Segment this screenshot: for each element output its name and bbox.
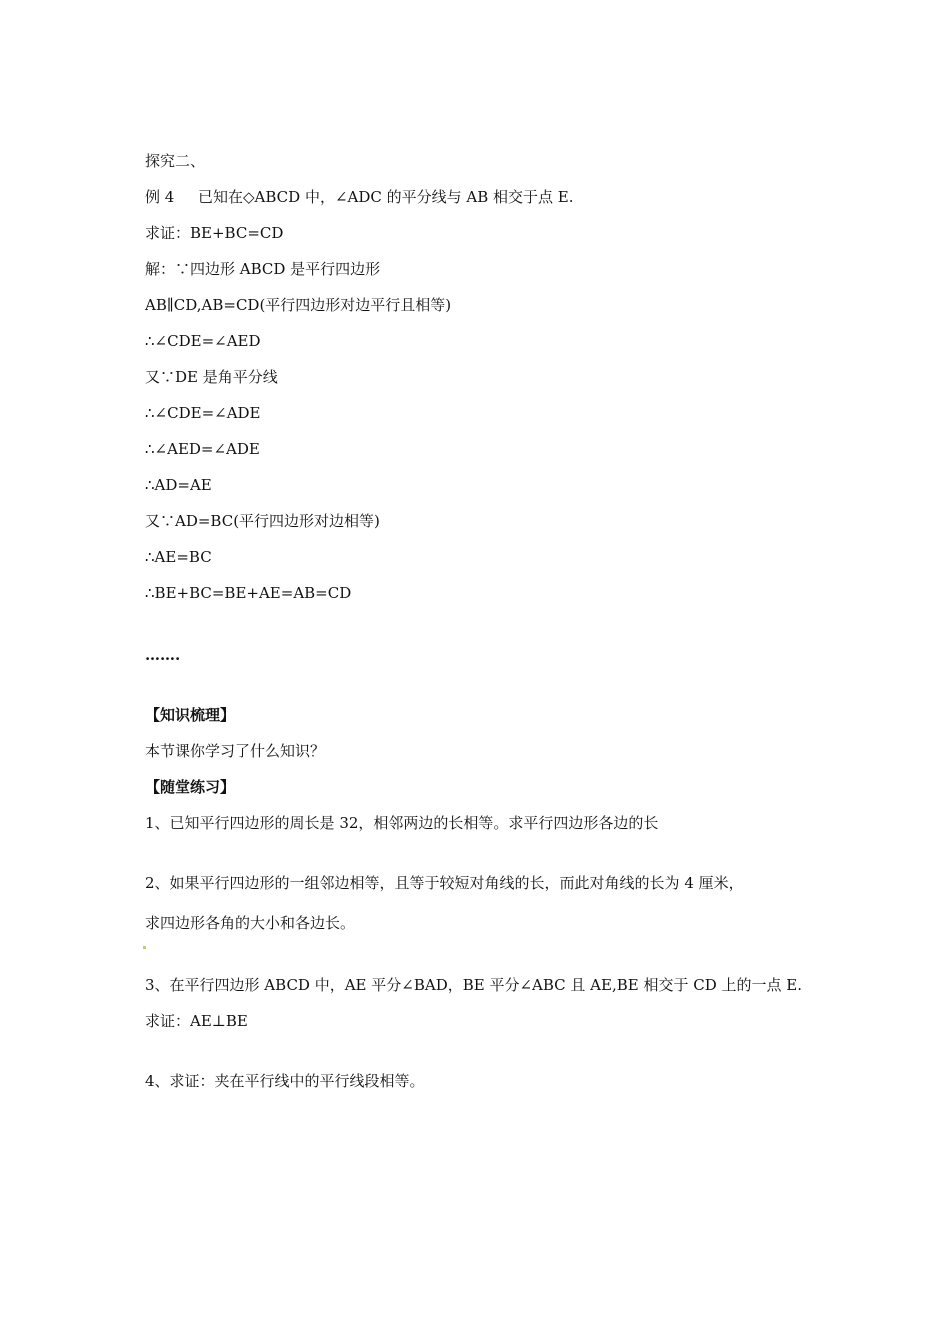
solution-line: ∴AD=AE bbox=[145, 476, 212, 494]
solution-line: ∴AE=BC bbox=[145, 548, 212, 566]
practice-question-2-line-1: 2、如果平行四边形的一组邻边相等，且等于较短对角线的长，而此对角线的长为 4 厘米， bbox=[145, 874, 744, 892]
knowledge-heading: 【知识梳理】 bbox=[145, 706, 236, 724]
knowledge-question: 本节课你学习了什么知识？ bbox=[145, 742, 326, 760]
solution-line: 又∵DE 是角平分线 bbox=[145, 368, 278, 386]
practice-question-2-line-2: 求四边形各角的大小和各边长。 bbox=[145, 914, 356, 932]
decorative-mark bbox=[143, 946, 146, 949]
practice-question-4: 4、求证：夹在平行线中的平行线段相等。 bbox=[145, 1072, 425, 1090]
practice-question-3-line-1: 3、在平行四边形 ABCD 中，AE 平分∠BAD，BE 平分∠ABC 且 AE,BE 相交于 CD 上的一点 E. bbox=[145, 976, 802, 994]
solution-line: 解：∵四边形 ABCD 是平行四边形 bbox=[145, 260, 381, 278]
prove-statement: 求证：BE+BC=CD bbox=[145, 224, 284, 242]
solution-line: AB∥CD,AB=CD(平行四边形对边平行且相等) bbox=[145, 296, 452, 314]
example-text: 已知在◇ABCD 中，∠ADC 的平分线与 AB 相交于点 E. bbox=[198, 188, 574, 206]
solution-line: 又∵AD=BC(平行四边形对边相等) bbox=[145, 512, 380, 530]
practice-question-1: 1、已知平行四边形的周长是 32，相邻两边的长相等。求平行四边形各边的长 bbox=[145, 814, 659, 832]
solution-line: ∴∠AED=∠ADE bbox=[145, 440, 260, 458]
practice-heading: 【随堂练习】 bbox=[145, 778, 236, 796]
solution-line: ∴∠CDE=∠AED bbox=[145, 332, 261, 350]
example-label: 例 4 bbox=[145, 188, 175, 206]
solution-line: ∴∠CDE=∠ADE bbox=[145, 404, 261, 422]
example-4 bbox=[145, 187, 574, 207]
practice-question-3-line-2: 求证：AE⊥BE bbox=[145, 1012, 248, 1030]
ellipsis: ……. bbox=[145, 646, 181, 664]
section-heading: 探究二、 bbox=[145, 152, 206, 170]
solution-line: ∴BE+BC=BE+AE=AB=CD bbox=[145, 584, 352, 602]
